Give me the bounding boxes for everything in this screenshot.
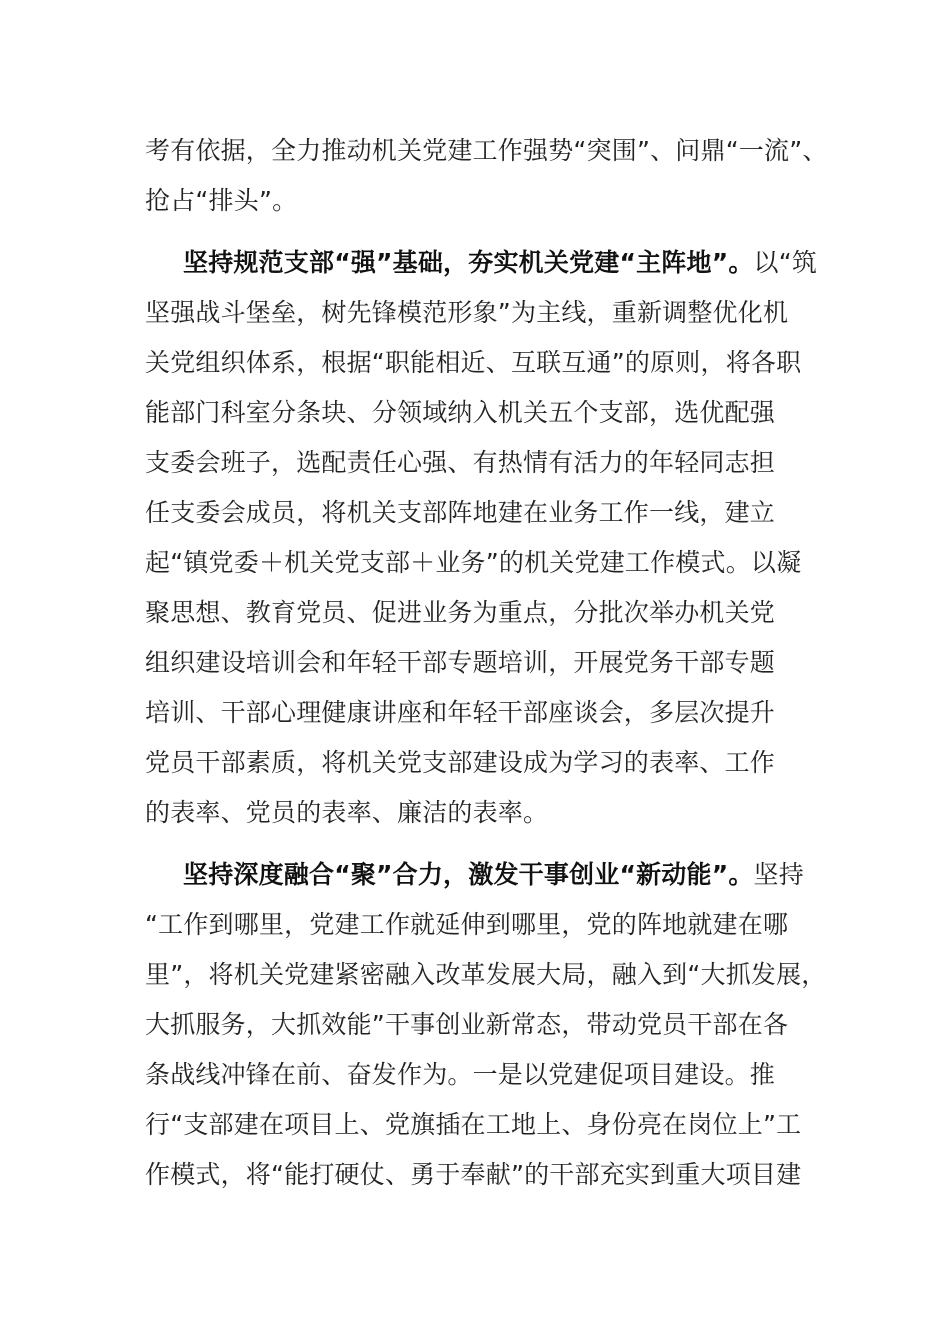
paragraph-3-heading: 坚持深度融合“聚”合力，激发干事创业“新动能”。: [183, 860, 754, 889]
paragraph-2-line-4: 能部门科室分条块、分领域纳入机关五个支部，选优配强: [145, 398, 776, 427]
paragraph-2-line-11: 党员干部素质，将机关党支部建设成为学习的表率、工作: [145, 748, 776, 777]
paragraph-3-line-5: 条战线冲锋在前、奋发作为。一是以党建促项目建设。推: [145, 1060, 776, 1089]
paragraph-2-line-5: 支委会班子，选配责任心强、有热情有活力的年轻同志担: [145, 448, 776, 477]
paragraph-3-line-2: “工作到哪里，党建工作就延伸到哪里，党的阵地就建在哪: [145, 910, 789, 939]
paragraph-2-line-9: 组织建设培训会和年轻干部专题培训，开展党务干部专题: [145, 648, 776, 677]
paragraph-1-line-1: 考有依据，全力推动机关党建工作强势“突围”、问鼎“一流”、: [145, 136, 828, 165]
paragraph-2-line-6: 任支委会成员，将机关支部阵地建在业务工作一线，建立: [145, 498, 776, 527]
paragraph-3-line-3: 里”，将机关党建紧密融入改革发展大局，融入到“大抓发展，: [145, 960, 827, 989]
paragraph-2-heading: 坚持规范支部“强”基础，夯实机关党建“主阵地”。: [183, 248, 754, 277]
paragraph-1-line-2: 抢占“排头”。: [145, 186, 298, 215]
paragraph-2-line-10: 培训、干部心理健康讲座和年轻干部座谈会，多层次提升: [145, 698, 776, 727]
paragraph-2-line-7: 起“镇党委＋机关党支部＋业务”的机关党建工作模式。以凝: [145, 548, 802, 577]
paragraph-3-line-7: 作模式，将“能打硬仗、勇于奉献”的干部充实到重大项目建: [145, 1160, 802, 1189]
paragraph-2-line-1: [183, 246, 817, 280]
paragraph-3-line-1-rest: 坚持: [753, 860, 804, 889]
paragraph-2-line-12: 的表率、党员的表率、廉洁的表率。: [145, 798, 549, 827]
paragraph-2-line-1-rest: 以“筑: [753, 248, 818, 277]
paragraph-3-line-6: 行“支部建在项目上、党旗插在工地上、身份亮在岗位上”工: [145, 1110, 802, 1139]
paragraph-3-line-1: [183, 858, 804, 892]
paragraph-2-line-2: 坚强战斗堡垒，树先锋模范形象”为主线，重新调整优化机: [145, 298, 789, 327]
paragraph-2-line-8: 聚思想、教育党员、促进业务为重点，分批次举办机关党: [145, 598, 776, 627]
paragraph-3-line-4: 大抓服务，大抓效能”干事创业新常态，带动党员干部在各: [145, 1010, 789, 1039]
paragraph-2-line-3: 关党组织体系，根据“职能相近、互联互通”的原则，将各职: [145, 348, 802, 377]
